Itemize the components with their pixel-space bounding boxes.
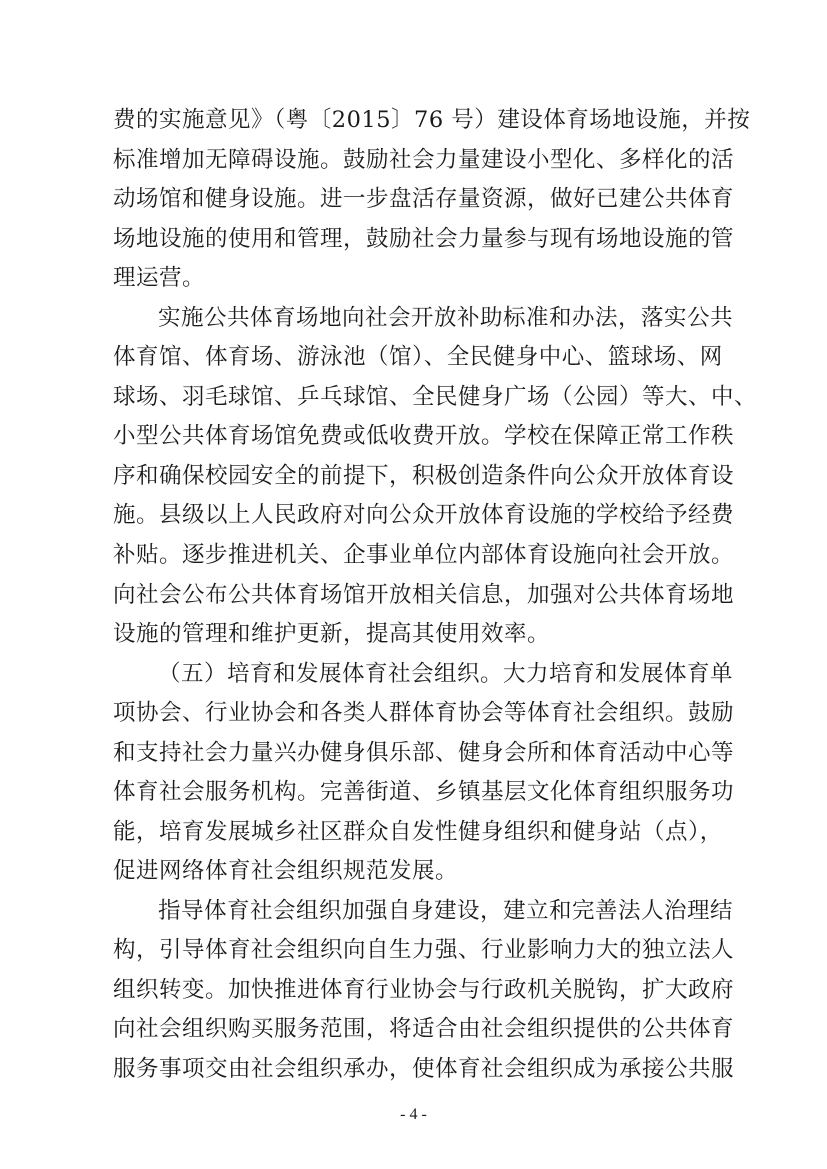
text-line: 施。县级以上人民政府对向公众开放体育设施的学校给予经费 xyxy=(113,502,735,528)
text-line: 服务事项交由社会组织承办，使体育社会组织成为承接公共服 xyxy=(113,1056,735,1082)
text-line: 项协会、行业协会和各类人群体育协会等体育社会组织。鼓励 xyxy=(113,700,735,726)
text-line: 向社会组织购买服务范围，将适合由社会组织提供的公共体育 xyxy=(113,1016,735,1042)
text-line: 构，引导体育社会组织向自生力强、行业影响力大的独立法人 xyxy=(113,937,735,963)
text-line: 小型公共体育场馆免费或低收费开放。学校在保障正常工作秩 xyxy=(113,423,735,449)
section-heading-line: （五）培育和发展体育社会组织。大力培育和发展体育单 xyxy=(158,661,734,687)
text-line: 球场、羽毛球馆、乒乓球馆、全民健身广场（公园）等大、中、 xyxy=(113,384,758,410)
page-number: - 4 - xyxy=(400,1106,427,1123)
text-line: 标准增加无障碍设施。鼓励社会力量建设小型化、多样化的活 xyxy=(113,147,735,173)
paragraph-first-line: 实施公共体育场地向社会开放补助标准和办法，落实公共 xyxy=(158,305,734,331)
paragraph-first-line: 指导体育社会组织加强自身建设，建立和完善法人治理结 xyxy=(158,898,734,924)
text-line: 理运营。 xyxy=(113,265,206,291)
text-line: 补贴。逐步推进机关、企事业单位内部体育设施向社会开放。 xyxy=(113,542,735,568)
text-line: 序和确保校园安全的前提下，积极创造条件向公众开放体育设 xyxy=(113,463,735,489)
text-line: 向社会公布公共体育场馆开放相关信息，加强对公共体育场地 xyxy=(113,582,735,608)
text-line: 体育馆、体育场、游泳池（馆）、全民健身中心、篮球场、网 xyxy=(113,344,723,370)
text-line: 动场馆和健身设施。进一步盘活存量资源，做好已建公共体育 xyxy=(113,186,735,212)
text-line: 能，培育发展城乡社区群众自发性健身组织和健身站（点）， xyxy=(113,819,723,845)
text-line: 设施的管理和维护更新，提高其使用效率。 xyxy=(113,621,551,647)
text-line: 费的实施意见》（粤〔2015〕76 号）建设体育场地设施，并按 xyxy=(113,107,751,133)
text-line: 促进网络体育社会组织规范发展。 xyxy=(113,858,459,884)
text-line: 和支持社会力量兴办健身俱乐部、健身会所和体育活动中心等 xyxy=(113,740,735,766)
text-line: 场地设施的使用和管理，鼓励社会力量参与现有场地设施的管 xyxy=(113,226,735,252)
text-line: 组织转变。加快推进体育行业协会与行政机关脱钩，扩大政府 xyxy=(113,977,735,1003)
text-line: 体育社会服务机构。完善街道、乡镇基层文化体育组织服务功 xyxy=(113,779,735,805)
